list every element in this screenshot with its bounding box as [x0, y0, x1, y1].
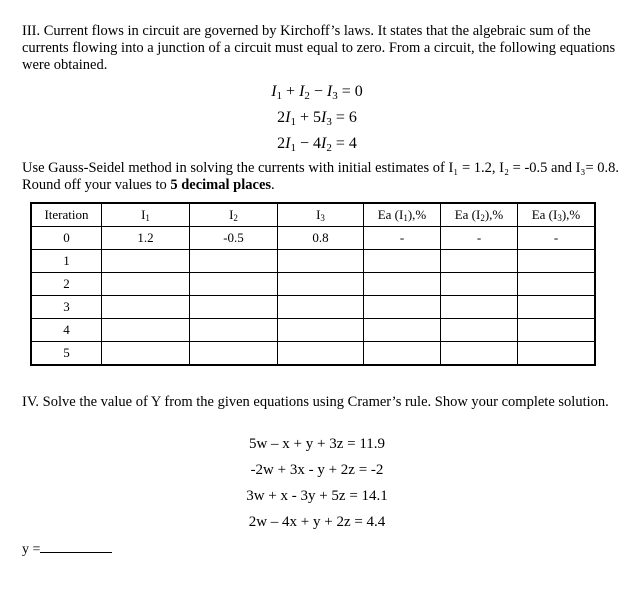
- cell[interactable]: [278, 250, 364, 273]
- cell[interactable]: 2: [31, 273, 102, 296]
- table-row: [31, 273, 595, 296]
- cell[interactable]: 4: [31, 319, 102, 342]
- answer-label: y =: [22, 542, 41, 557]
- cell[interactable]: [190, 319, 278, 342]
- answer-line: [22, 541, 112, 558]
- cell[interactable]: [441, 273, 518, 296]
- cell[interactable]: [102, 319, 190, 342]
- header-i1: I1: [102, 203, 190, 227]
- cell[interactable]: [441, 296, 518, 319]
- header-ea-i2: Ea (I2),%: [441, 203, 518, 227]
- cell[interactable]: -0.5: [190, 227, 278, 250]
- cell[interactable]: [441, 250, 518, 273]
- cell[interactable]: [364, 250, 441, 273]
- cell[interactable]: [190, 296, 278, 319]
- cell[interactable]: [364, 296, 441, 319]
- answer-blank[interactable]: [40, 541, 112, 553]
- cramer-equation-4: 2w – 4x + y + 2z = 4.4: [248, 514, 386, 530]
- cell[interactable]: [190, 342, 278, 366]
- equation-1: $I_1 + I_2 - I_3 = 0$: [271, 83, 363, 102]
- equation-2: $2I_1 + 5I_3 = 6$: [277, 109, 357, 128]
- cell[interactable]: [364, 319, 441, 342]
- cell[interactable]: 3: [31, 296, 102, 319]
- cramer-equation-2: -2w + 3x - y + 2z = -2: [250, 462, 384, 478]
- cell[interactable]: 5: [31, 342, 102, 366]
- header-ea-i3: Ea (I3),%: [518, 203, 596, 227]
- cell[interactable]: -: [364, 227, 441, 250]
- equation-3: $2I_1 - 4I_2 = 4$: [277, 135, 357, 154]
- cell[interactable]: [190, 250, 278, 273]
- table-header-row: [31, 203, 595, 227]
- cell[interactable]: [441, 342, 518, 366]
- part3-intro: III. Current flows in circuit are governed by Kirchoff’s laws. It states that the algebraic sum of the currents flowing into a junction of a circuit must equal to zero. From a circuit, the following equations were obtained.: [22, 23, 616, 73]
- cell[interactable]: 0.8: [278, 227, 364, 250]
- table-row: [31, 250, 595, 273]
- header-ea-i1: Ea (I1),%: [364, 203, 441, 227]
- cell[interactable]: [278, 319, 364, 342]
- header-iteration: Iteration: [31, 203, 102, 227]
- cell[interactable]: 0: [31, 227, 102, 250]
- header-i2: I2: [190, 203, 278, 227]
- cell[interactable]: [102, 342, 190, 366]
- part4-intro: IV. Solve the value of Y from the given equations using Cramer’s rule. Show your complete solution.: [22, 394, 609, 410]
- cell[interactable]: [190, 273, 278, 296]
- cell[interactable]: 1.2: [102, 227, 190, 250]
- gauss-seidel-instruction: Use Gauss-Seidel method in solving the currents with initial estimates of I₁ = 1.2, I₂ = -0.5 and I₃= 0.8. Round off your values to 5 decimal places.: [22, 160, 620, 193]
- cramer-equation-3: 3w + x - 3y + 5z = 14.1: [246, 488, 388, 504]
- cell[interactable]: [278, 296, 364, 319]
- iteration-table: [30, 202, 596, 366]
- cell[interactable]: [278, 273, 364, 296]
- cell[interactable]: [518, 319, 596, 342]
- cell[interactable]: 1: [31, 250, 102, 273]
- cell[interactable]: [518, 250, 596, 273]
- table-row: [31, 227, 595, 250]
- cell[interactable]: -: [518, 227, 596, 250]
- cell[interactable]: [102, 296, 190, 319]
- cell[interactable]: [441, 319, 518, 342]
- cell[interactable]: [102, 250, 190, 273]
- cell[interactable]: [364, 342, 441, 366]
- table-row: [31, 342, 595, 366]
- cell[interactable]: [518, 296, 596, 319]
- cell[interactable]: [102, 273, 190, 296]
- cell[interactable]: [364, 273, 441, 296]
- cell[interactable]: [518, 273, 596, 296]
- cramer-equation-1: 5w – x + y + 3z = 11.9: [248, 436, 386, 452]
- header-i3: I3: [278, 203, 364, 227]
- cell[interactable]: [518, 342, 596, 366]
- cell[interactable]: -: [441, 227, 518, 250]
- table-row: [31, 319, 595, 342]
- table-row: [31, 296, 595, 319]
- cell[interactable]: [278, 342, 364, 366]
